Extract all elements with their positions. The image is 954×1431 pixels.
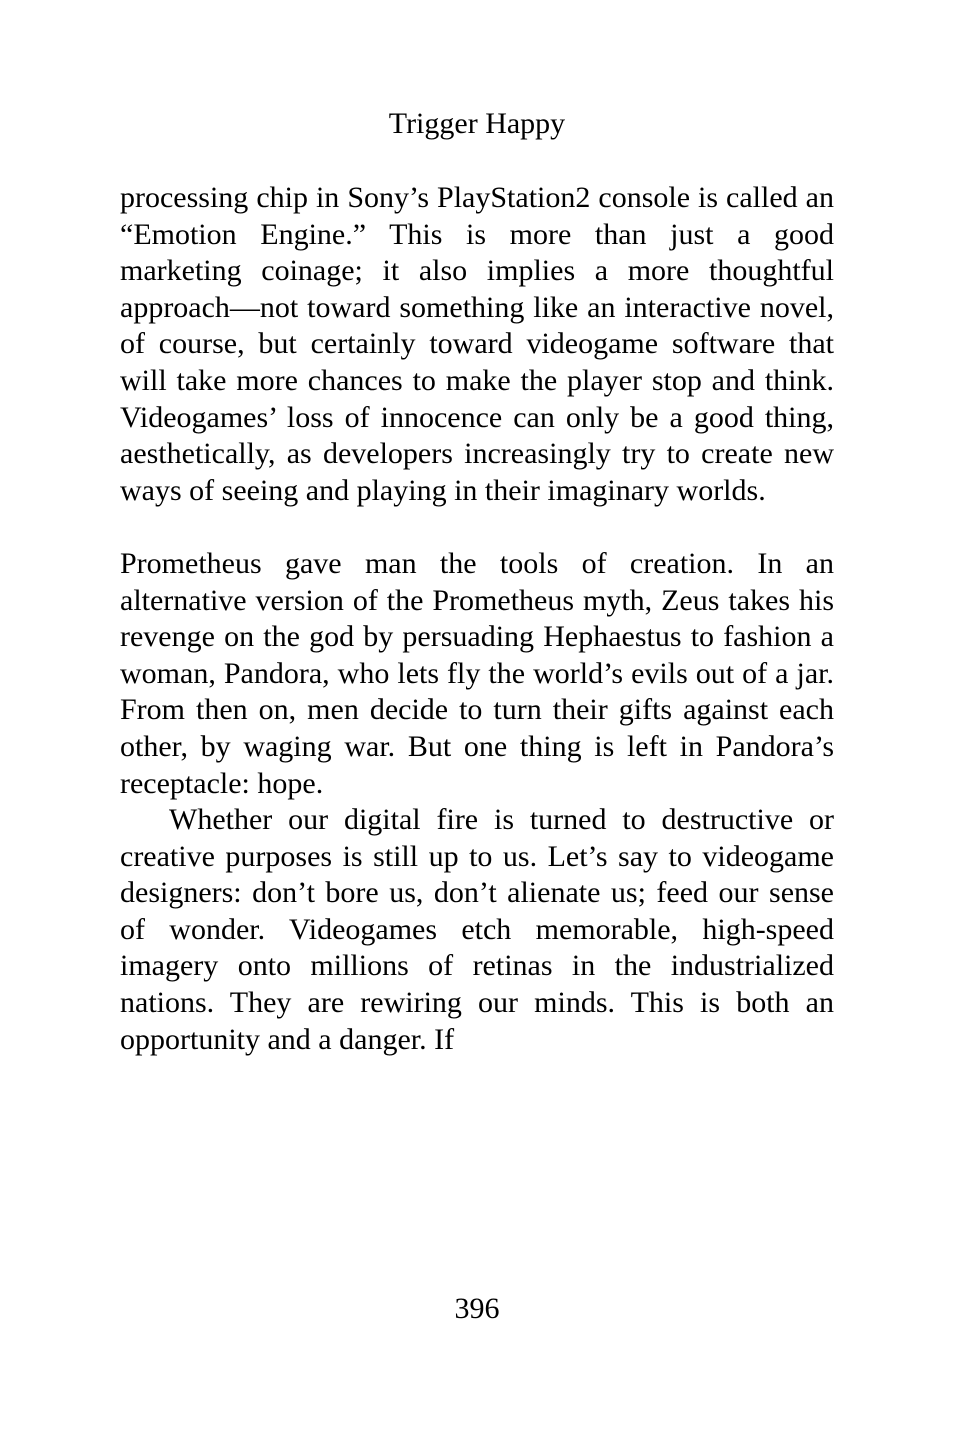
paragraph-prometheus: Prometheus gave man the tools of creation. In an alternative version of the Prometheus myth, Zeus takes his revenge on the god by persuading Hephaestus to fashion a woman, Pandora, who lets fly the world’s evils out of a jar. From then on, men decide to turn their gifts against each other, by waging war. But one thing is left in Pandora’s receptacle: hope.	[120, 546, 834, 800]
paragraph-continued: processing chip in Sony’s PlayStation2 console is called an “Emotion Engine.” This is more than just a good marketing coinage; it also implies a more thoughtful approach—not toward something like an interactive novel, of course, but certainly toward videogame software that will take more chances to make the player stop and think. Videogames’ loss of innocence can only be a good thing, aesthetically, as developers increasingly try to create new ways of seeing and playing in their imaginary worlds.	[120, 181, 834, 507]
paragraph-digital-fire: Whether our digital fire is turned to destructive or creative purposes is still up to us. Let’s say to videogame designers: don’t bore us, don’t alienate us; feed our sense of wonder. Videogames etch memorable, high-speed imagery onto millions of retinas in the industrialized nations. They are rewiring our minds. This is both an opportunity and a danger. If	[120, 803, 834, 1056]
page-number: 396	[454, 1292, 500, 1325]
running-head-title: Trigger Happy	[388, 107, 566, 140]
body-text	[120, 180, 834, 1058]
